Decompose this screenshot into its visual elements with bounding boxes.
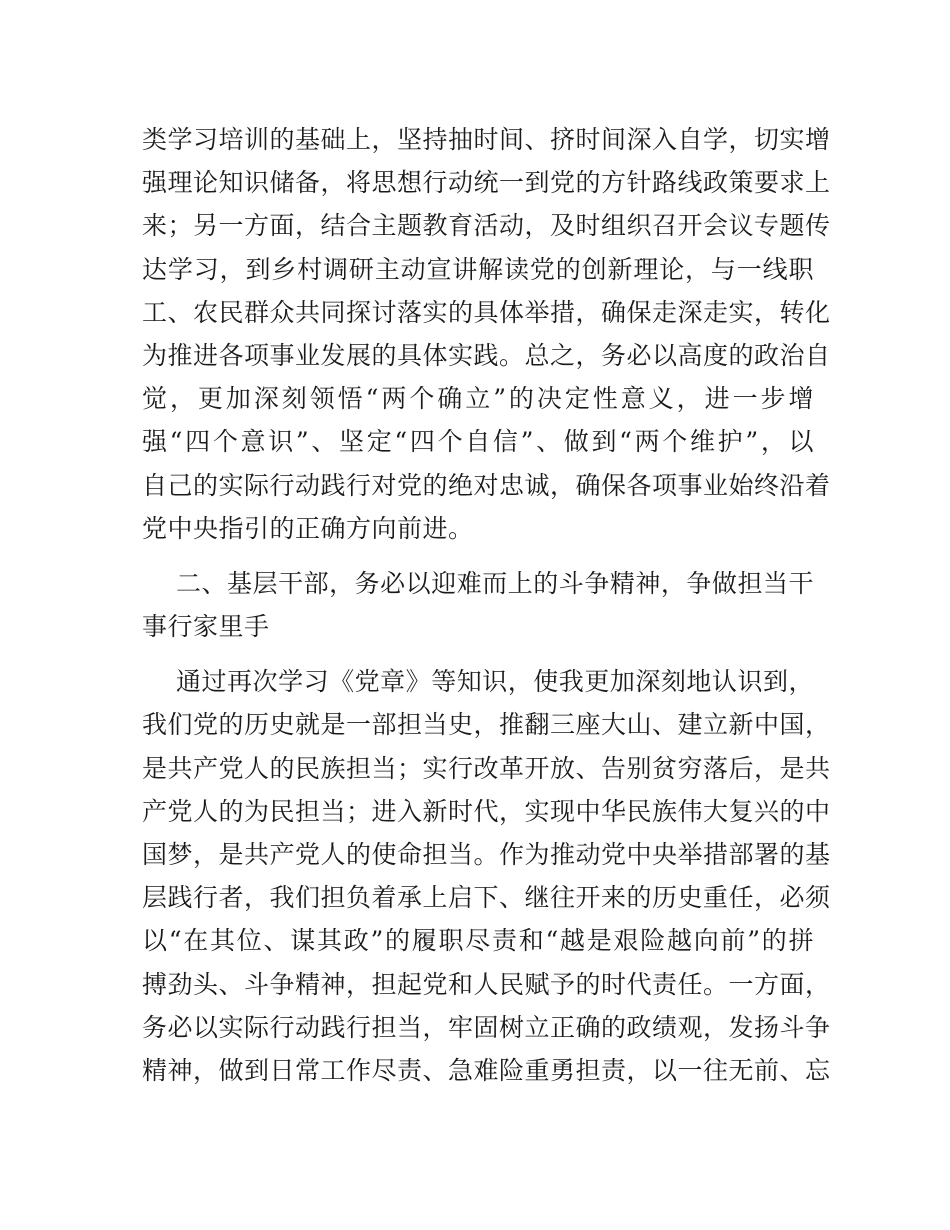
text-line: 达学习，到乡村调研主动宣讲解读党的创新理论，与一线职 [142, 254, 814, 284]
text-line: 产党人的为民担当；进入新时代，实现中华民族伟大复兴的中 [142, 796, 831, 826]
text-line: 类学习培训的基础上，坚持抽时间、挤时间深入自学，切实增 [142, 125, 831, 154]
text-line: 来；另一方面，结合主题教育活动，及时组织召开会议专题传 [142, 211, 831, 241]
text-line: 搏劲头、斗争精神，担起党和人民赋予的时代责任。一方面， [142, 969, 831, 999]
document-body [142, 118, 831, 1092]
heading-line: 事行家里手 [142, 612, 270, 642]
text-line: 强理论知识储备，将思想行动统一到党的方针路线政策要求上 [142, 168, 831, 198]
text-line: 工、农民群众共同探讨落实的具体举措，确保走深走实，转化 [142, 297, 831, 327]
text-line: 层践行者，我们担负着承上启下、继往开来的历史重任，必须 [142, 883, 831, 913]
text-line: 我们党的历史就是一部担当史，推翻三座大山、建立新中国， [142, 710, 831, 740]
text-line: 强“四个意识”、坚定“四个自信”、做到“两个维护”，以 [142, 427, 814, 457]
text-line: 是共产党人的民族担当；实行改革开放、告别贫穷落后，是共 [142, 753, 831, 783]
paragraph-2 [142, 660, 831, 1092]
heading-line: 二、基层干部，务必以迎难而上的斗争精神，争做担当干 [176, 568, 814, 598]
text-line: 党中央指引的正确方向前进。 [142, 513, 474, 543]
text-line: 精神，做到日常工作尽责、急难险重勇担责，以一往无前、忘 [142, 1055, 831, 1085]
text-line: 通过再次学习《党章》等知识，使我更加深刻地认识到， [176, 667, 814, 697]
paragraph-1 [142, 118, 831, 550]
text-line: 觉，更加深刻领悟“两个确立”的决定性意义，进一步增 [142, 384, 814, 414]
text-line: 以“在其位、谋其政”的履职尽责和“越是艰险越向前”的拼 [142, 926, 814, 956]
text-line: 务必以实际行动践行担当，牢固树立正确的政绩观，发扬斗争 [142, 1012, 831, 1042]
text-line: 国梦，是共产党人的使命担当。作为推动党中央举措部署的基 [142, 840, 831, 869]
text-line: 为推进各项事业发展的具体实践。总之，务必以高度的政治自 [142, 340, 831, 370]
text-line: 自己的实际行动践行对党的绝对忠诚，确保各项事业始终沿着 [142, 470, 831, 500]
section-heading [142, 562, 814, 648]
